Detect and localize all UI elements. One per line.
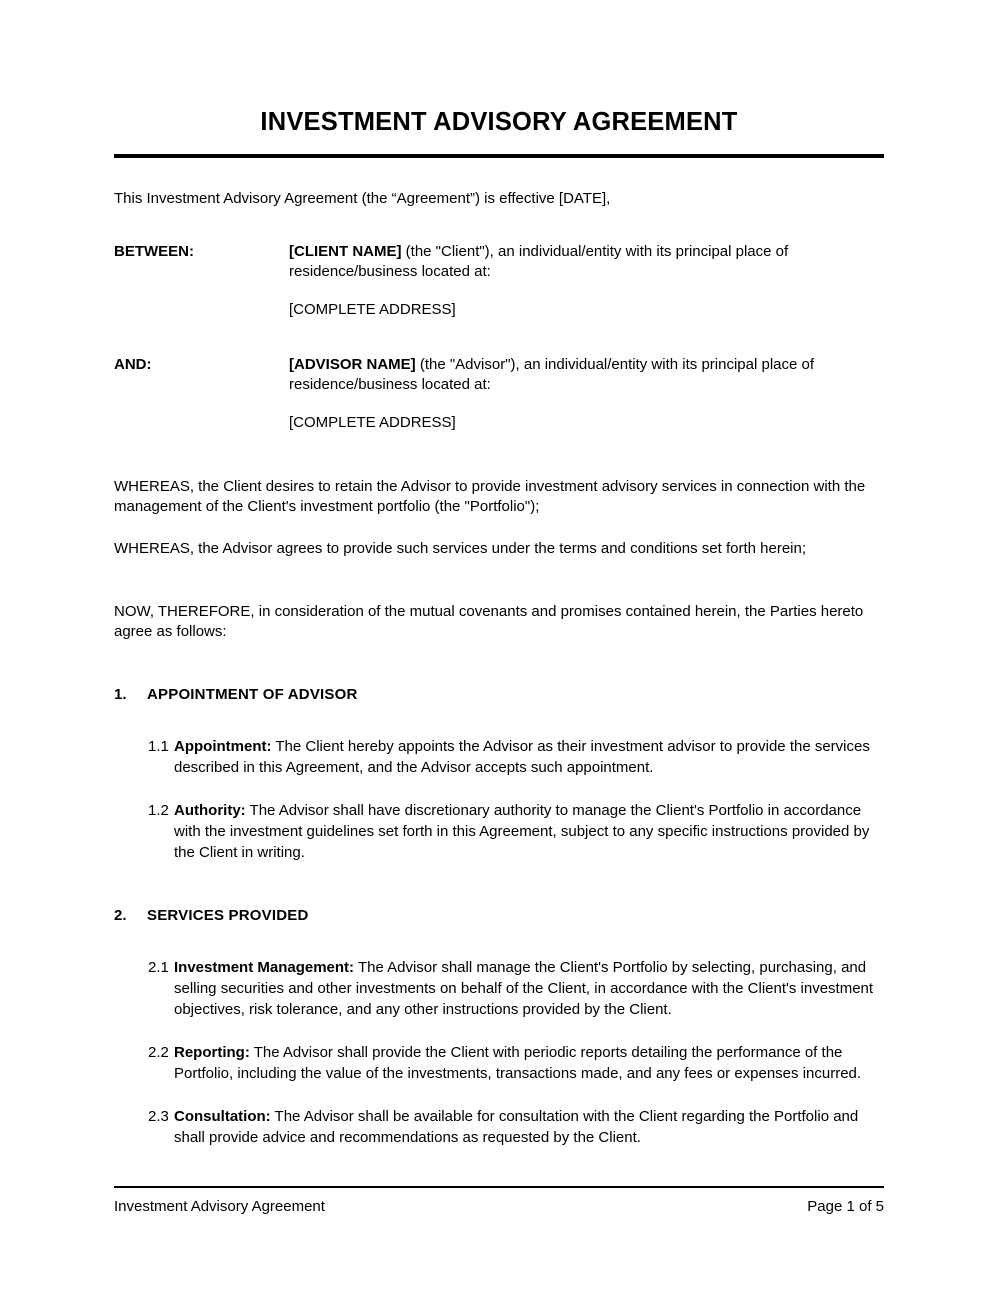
clause-body-2-3: The Advisor shall be available for consultation with the Client regarding the Portfolio and shall provide advice and recommendations as requested by the Client.	[174, 1108, 859, 1147]
footer-document-name: Investment Advisory Agreement	[114, 1198, 325, 1215]
party-label-between: BETWEEN:	[114, 243, 194, 261]
client-name-placeholder: [CLIENT NAME]	[289, 243, 402, 261]
clause-text-2-1	[174, 957, 884, 1020]
party-block-advisor	[114, 355, 884, 433]
client-address-placeholder: [COMPLETE ADDRESS]	[289, 301, 456, 319]
clause-text-2-2	[174, 1042, 884, 1084]
party-body-advisor	[289, 355, 884, 395]
clause-1-2	[148, 800, 884, 863]
footer-divider	[114, 1186, 884, 1188]
clause-body-1-2: The Advisor shall have discretionary authority to manage the Client's Portfolio in accordance with the investment guidelines set forth in this Agreement, subject to any specific instructions provided by the Client in writing.	[174, 802, 870, 862]
section-title-2: SERVICES PROVIDED	[147, 907, 309, 925]
clause-heading-1-2: Authority:	[174, 802, 246, 820]
clause-2-3	[148, 1106, 884, 1148]
advisor-description: (the "Advisor"), an individual/entity with its principal place of residence/business located at:	[289, 356, 815, 394]
footer-page-number: Page 1 of 5	[807, 1198, 884, 1215]
clause-number-1-1: 1.1	[148, 738, 169, 756]
section-number-2: 2.	[114, 907, 127, 925]
clause-body-1-1: The Client hereby appoints the Advisor as their investment advisor to provide the services described in this Agreement, and the Advisor accepts such appointment.	[174, 738, 870, 777]
party-body-client	[289, 242, 884, 282]
party-label-and: AND:	[114, 356, 152, 374]
recital-whereas-2: WHEREAS, the Advisor agrees to provide such services under the terms and conditions set forth herein;	[114, 540, 807, 558]
advisor-address-placeholder: [COMPLETE ADDRESS]	[289, 414, 456, 432]
clause-text-2-3	[174, 1106, 884, 1148]
recital-now-therefore: NOW, THEREFORE, in consideration of the mutual covenants and promises contained herein, the Parties hereto agree as follows:	[114, 603, 864, 641]
clause-number-1-2: 1.2	[148, 802, 169, 820]
section-heading-2	[114, 906, 884, 926]
effective-date-paragraph: This Investment Advisory Agreement (the “Agreement”) is effective [DATE],	[114, 190, 611, 208]
clause-text-1-2	[174, 800, 884, 863]
clause-2-2	[148, 1042, 884, 1084]
clause-number-2-1: 2.1	[148, 959, 169, 977]
party-row-client	[114, 242, 884, 282]
clause-number-2-3: 2.3	[148, 1108, 169, 1126]
footer-row	[114, 1197, 884, 1217]
recital-whereas-1: WHEREAS, the Client desires to retain the Advisor to provide investment advisory services in connection with the management of the Client's investment portfolio (the "Portfolio");	[114, 478, 866, 516]
clause-body-2-1: The Advisor shall manage the Client's Portfolio by selecting, purchasing, and selling securities and other investments on behalf of the Client, in accordance with the Client's investment objectives, risk tolerance, and any other instructions provided by the Client.	[174, 959, 874, 1019]
section-number-1: 1.	[114, 686, 127, 704]
clause-heading-2-1: Investment Management:	[174, 959, 355, 977]
clause-text-1-1	[174, 736, 884, 778]
page-footer	[114, 1186, 884, 1217]
clause-1-1	[148, 736, 884, 778]
section-heading-1	[114, 685, 884, 705]
clause-heading-2-3: Consultation:	[174, 1108, 271, 1126]
section-title-1: APPOINTMENT OF ADVISOR	[147, 686, 358, 704]
party-block-client	[114, 242, 884, 320]
title-divider	[114, 154, 884, 158]
page-content	[114, 0, 884, 1148]
clause-body-2-2: The Advisor shall provide the Client with periodic reports detailing the performance of the Portfolio, including the value of the investments, transactions made, and any fees or expenses incurred.	[174, 1044, 862, 1083]
page-title: INVESTMENT ADVISORY AGREEMENT	[260, 108, 738, 136]
client-description: (the "Client"), an individual/entity with its principal place of residence/business located at:	[289, 243, 789, 281]
party-row-advisor	[114, 355, 884, 395]
clause-heading-1-1: Appointment:	[174, 738, 272, 756]
clause-2-1	[148, 957, 884, 1020]
clause-number-2-2: 2.2	[148, 1044, 169, 1062]
clause-heading-2-2: Reporting:	[174, 1044, 250, 1062]
advisor-name-placeholder: [ADVISOR NAME]	[289, 356, 416, 374]
